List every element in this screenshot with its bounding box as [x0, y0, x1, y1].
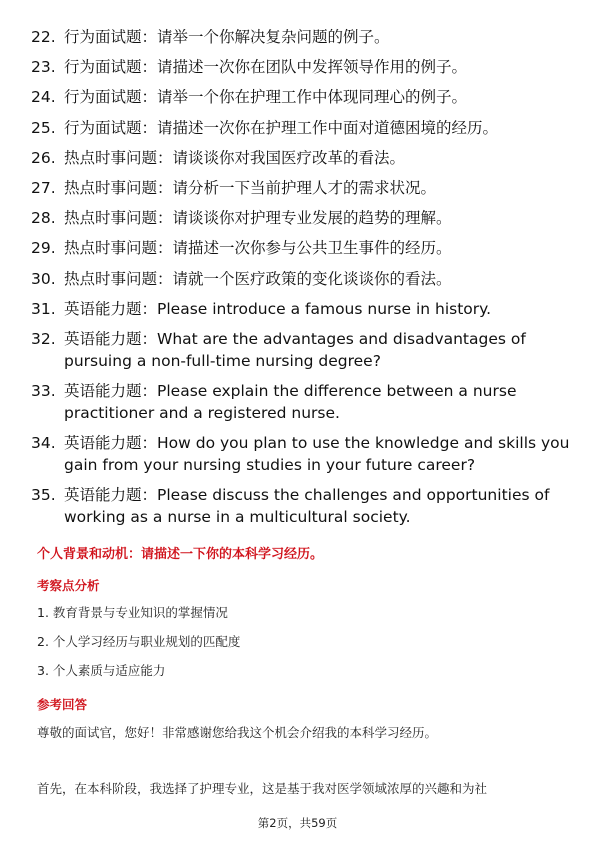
item-number: 22. [31, 28, 56, 46]
list-item [31, 237, 571, 259]
item-number: 24. [31, 88, 56, 107]
list-item [31, 86, 571, 108]
item-text: 行为面试题：请描述一次你在团队中发挥领导作用的例子。 [64, 58, 468, 77]
item-text: 热点时事问题：请谈谈你对我国医疗改革的看法。 [64, 148, 406, 167]
list-item [31, 484, 571, 528]
list-item [31, 298, 571, 320]
item-text: 行为面试题：请描述一次你在护理工作中面对道德困境的经历。 [64, 118, 499, 137]
item-text: 行为面试题：请举一个你解决复杂问题的例子。 [64, 28, 390, 46]
item-number: 31. [31, 299, 56, 318]
item-number: 34. [31, 434, 56, 453]
item-text: 英语能力题：Please introduce a famous nurse in history. [64, 299, 492, 318]
answer-heading: 参考回答 [37, 697, 88, 712]
item-text: 热点时事问题：请分析一下当前护理人才的需求状况。 [64, 178, 437, 197]
analysis-heading: 考察点分析 [37, 578, 100, 593]
list-item [31, 56, 571, 78]
list-item [31, 380, 571, 424]
list-item [31, 432, 571, 476]
item-number: 33. [31, 382, 56, 401]
analysis-point: 1. 教育背景与专业知识的掌握情况 [37, 605, 228, 620]
list-item [31, 26, 571, 48]
list-item [31, 147, 571, 169]
item-number: 26. [31, 148, 56, 167]
item-text: 热点时事问题：请谈谈你对护理专业发展的趋势的理解。 [64, 209, 452, 228]
list-item [31, 117, 571, 139]
item-text: 英语能力题：What are the advantages and disadvantages of pursuing a non-full-time nursing degree? [64, 329, 526, 370]
item-number: 23. [31, 58, 56, 77]
analysis-point: 3. 个人素质与适应能力 [37, 663, 166, 678]
item-number: 28. [31, 209, 56, 228]
item-text: 热点时事问题：请就一个医疗政策的变化谈谈你的看法。 [64, 269, 452, 288]
item-text: 热点时事问题：请描述一次你参与公共卫生事件的经历。 [64, 239, 452, 258]
list-item [31, 177, 571, 199]
item-text: 英语能力题：Please discuss the challenges and opportunities of working as a nurse in a multicultural society. [64, 486, 550, 527]
page-footer: 第2页，共59页 [257, 816, 338, 830]
section-title: 个人背景和动机：请描述一下你的本科学习经历。 [37, 547, 324, 562]
item-number: 32. [31, 329, 56, 348]
list-item [31, 268, 571, 290]
list-item [31, 328, 571, 372]
question-list [31, 26, 571, 537]
analysis-point: 2. 个人学习经历与职业规划的匹配度 [37, 634, 241, 649]
item-number: 35. [31, 486, 56, 505]
item-number: 25. [31, 118, 56, 137]
item-number: 29. [31, 239, 56, 258]
item-text: 行为面试题：请举一个你在护理工作中体现同理心的例子。 [64, 88, 468, 107]
answer-paragraph: 尊敬的面试官，您好！非常感谢您给我这个机会介绍我的本科学习经历。 [37, 725, 438, 740]
item-text: 英语能力题：Please explain the difference between a nurse practitioner and a registered nurse. [64, 382, 517, 423]
item-number: 27. [31, 178, 56, 197]
list-item [31, 207, 571, 229]
item-text: 英语能力题：How do you plan to use the knowledge and skills you gain from your nursing studies in your future career? [64, 434, 570, 475]
answer-paragraph: 首先，在本科阶段，我选择了护理专业，这是基于我对医学领域浓厚的兴趣和为社 [37, 781, 488, 796]
item-number: 30. [31, 269, 56, 288]
